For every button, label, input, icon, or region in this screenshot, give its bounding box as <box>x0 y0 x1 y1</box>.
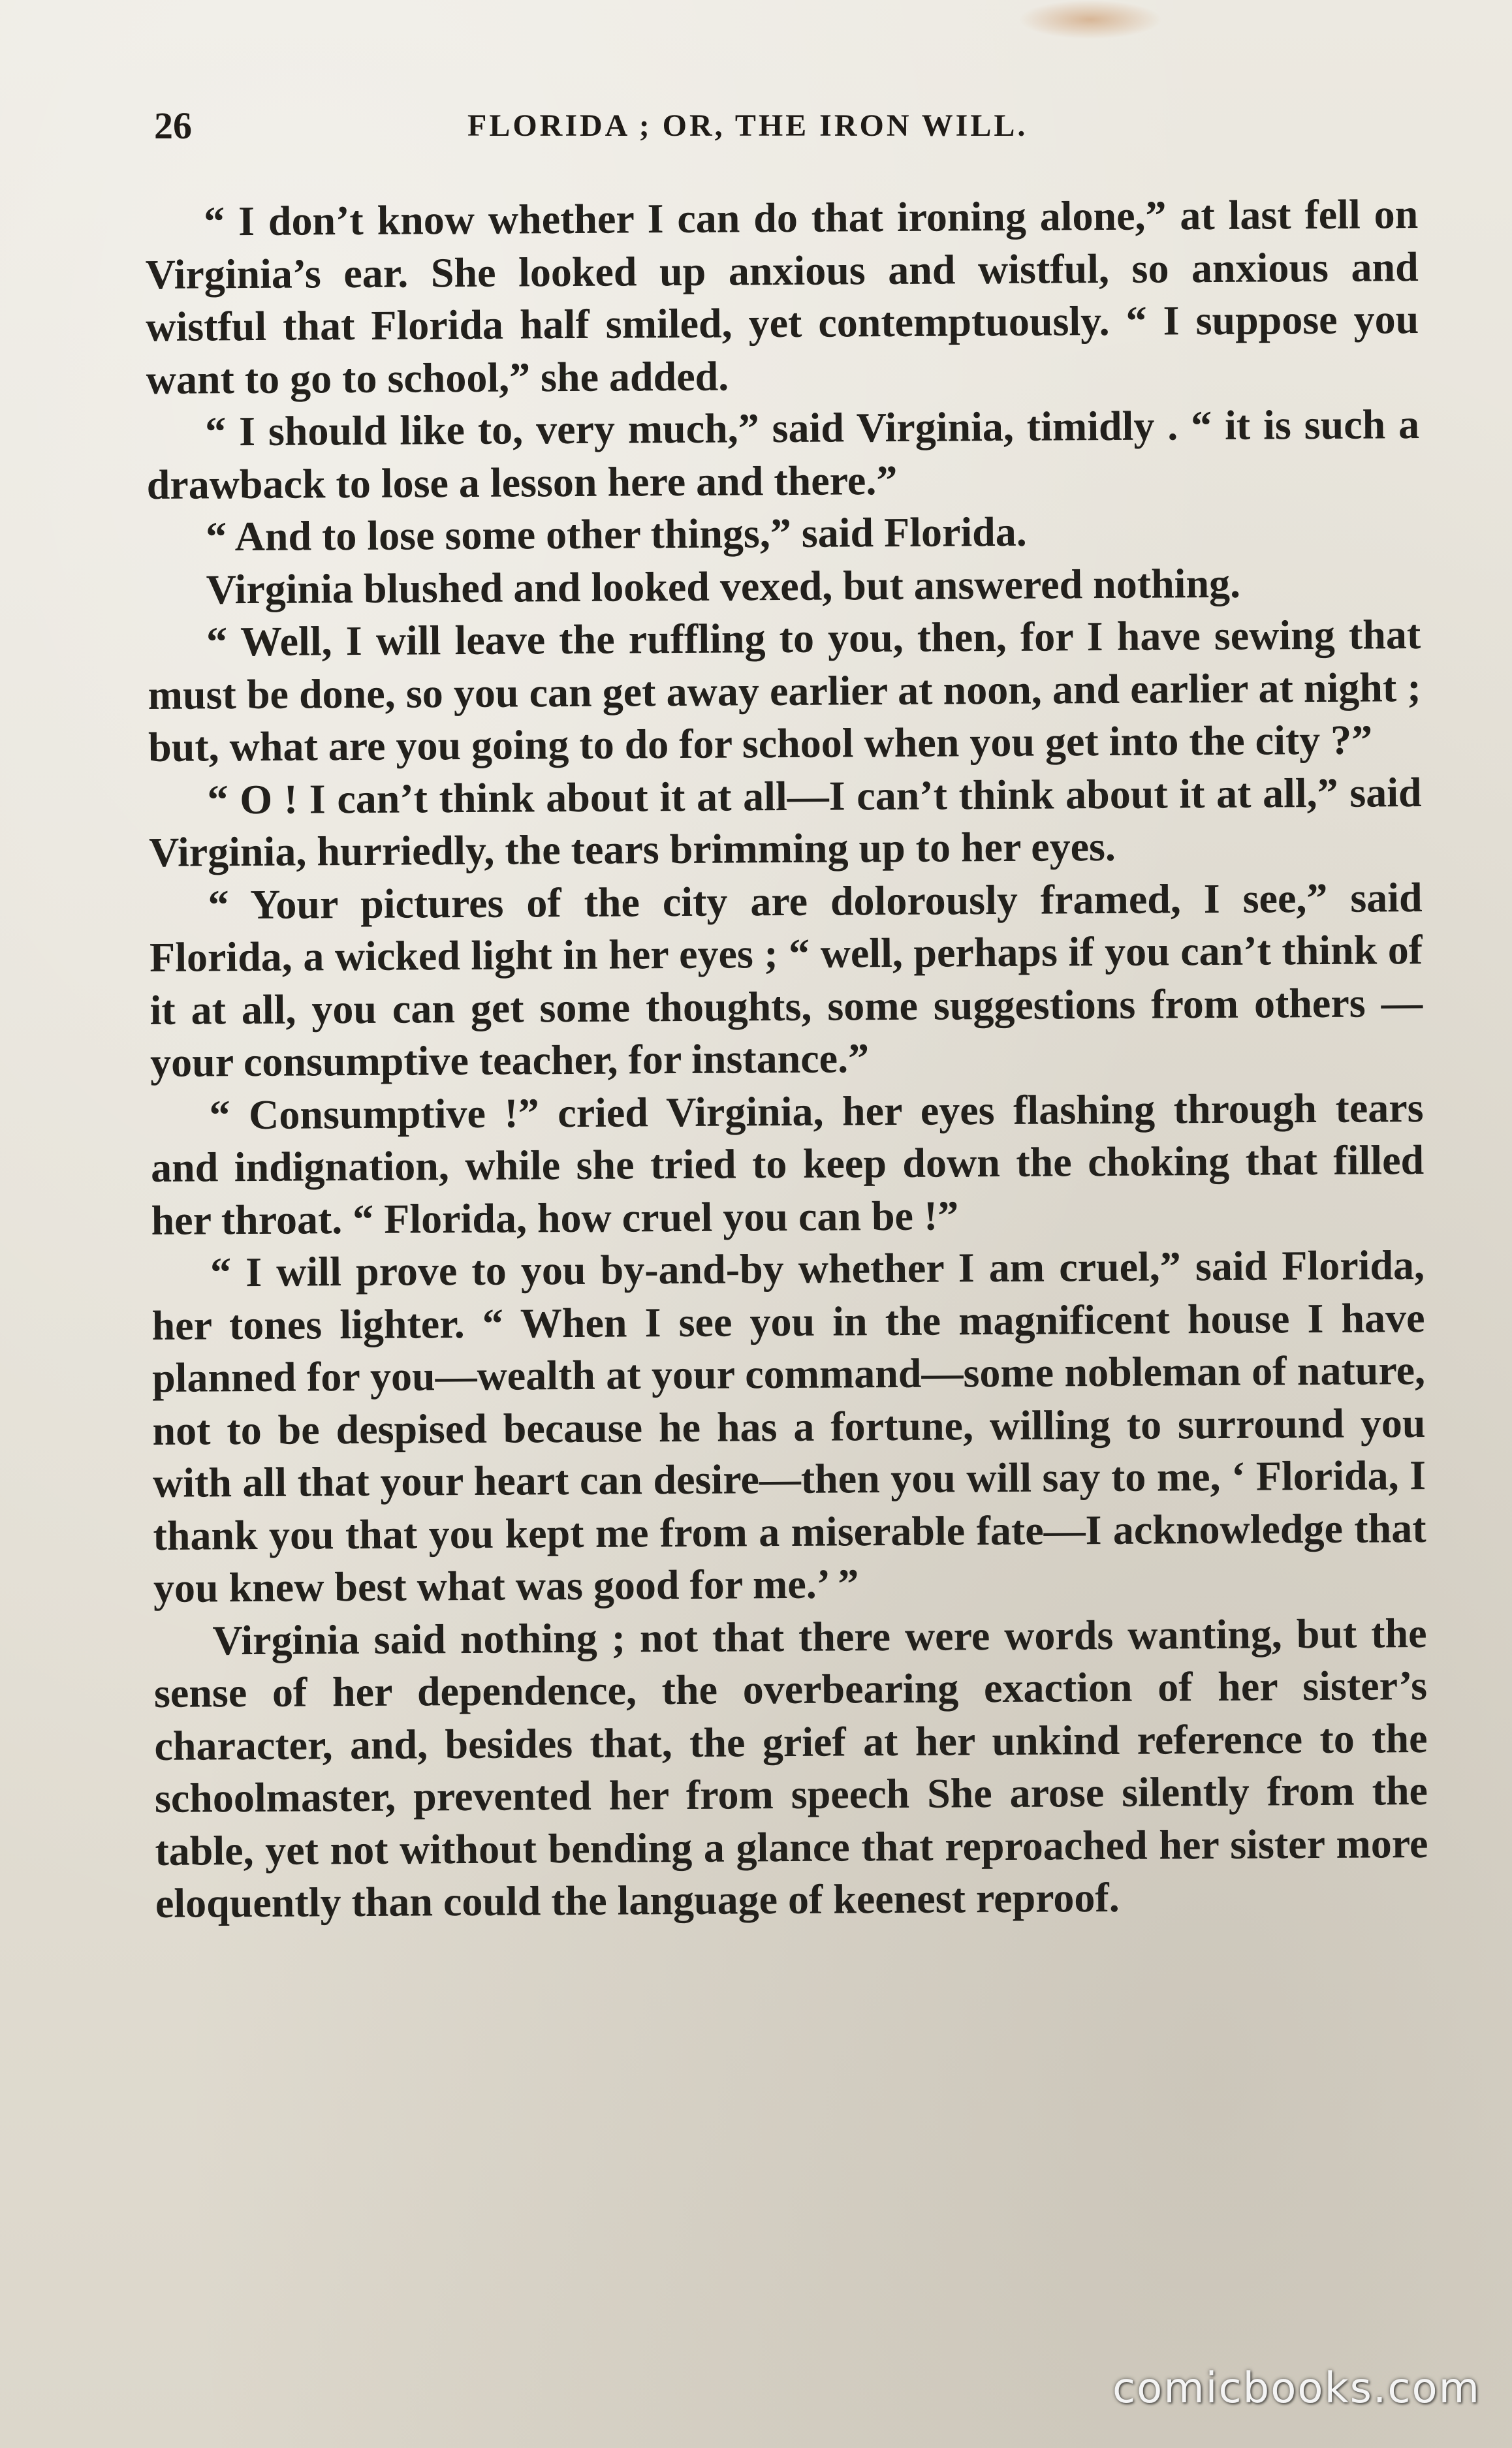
page-header <box>154 97 1375 155</box>
paragraph: “ I will prove to you by-and-by whether I am cruel,” said Florida, her tones lighter. “ When I see you in the magnificent house I have planned for you—wealth at your command—some nobleman of nature, not to be despised because he has a fortune, willing to surround you with all that your heart can desire—then you will say to me, ‘ Florida, I thank you that you kept me from a miserable fate—I acknowledge that you knew best what was good for me.’ ” <box>151 1242 1426 1611</box>
paragraph: Virginia said nothing ; not that there were words wanting, but the sense of her dependence, the overbearing exaction of her sister’s character, and, besides that, the grief at her unkind reference to the schoolmaster, prevented her from speech She arose silently from the table, yet not without bending a glance that reproached her sister more eloquently than could the language of keenest reproof. <box>153 1609 1428 1926</box>
page-number: 26 <box>154 104 192 147</box>
paragraph: “ O ! I can’t think about it at all—I can’t think about it at all,” said Virginia, hurriedly, the tears brimming up to her eyes. <box>148 768 1422 875</box>
paper-stain <box>1018 0 1162 39</box>
paragraph: “ Your pictures of the city are dolorously framed, I see,” said Florida, a wicked light in her eyes ; “ well, perhaps if you can’t think of it at all, you can get some thoughts, some suggestions from others — your consumptive teacher, for instance.” <box>149 873 1423 1086</box>
watermark: comicbooks.com <box>1112 2364 1481 2413</box>
running-title: FLORIDA ; OR, THE IRON WILL. <box>467 108 1028 143</box>
paragraph: “ Well, I will leave the ruffling to you, then, for I have sewing that must be done, so you can get away earlier at noon, and earlier at night ; but, what are you going to do for school when you get into the city ?” <box>148 611 1421 770</box>
paragraph: “ I don’t know whether I can do that ironing alone,” at last fell on Virginia’s ear. She looked up anxious and wistful, so anxious and wistful that Florida half smiled, yet contemptuously. “ I suppose you want to go to school,” she added. <box>145 191 1419 403</box>
paragraph: “ And to lose some other things,” said Florida. <box>205 508 1027 560</box>
paragraph: “ I should like to, very much,” said Virginia, timidly . “ it is such a drawback to lose a lesson here and there.” <box>146 401 1420 508</box>
paragraph: Virginia blushed and looked vexed, but answered nothing. <box>206 559 1241 612</box>
paragraph: “ Consumptive !” cried Virginia, her eyes flashing through tears and indignation, while she tried to keep down the choking that filled her throat. “ Florida, how cruel you can be !” <box>150 1084 1425 1244</box>
body-text <box>145 188 1430 2259</box>
